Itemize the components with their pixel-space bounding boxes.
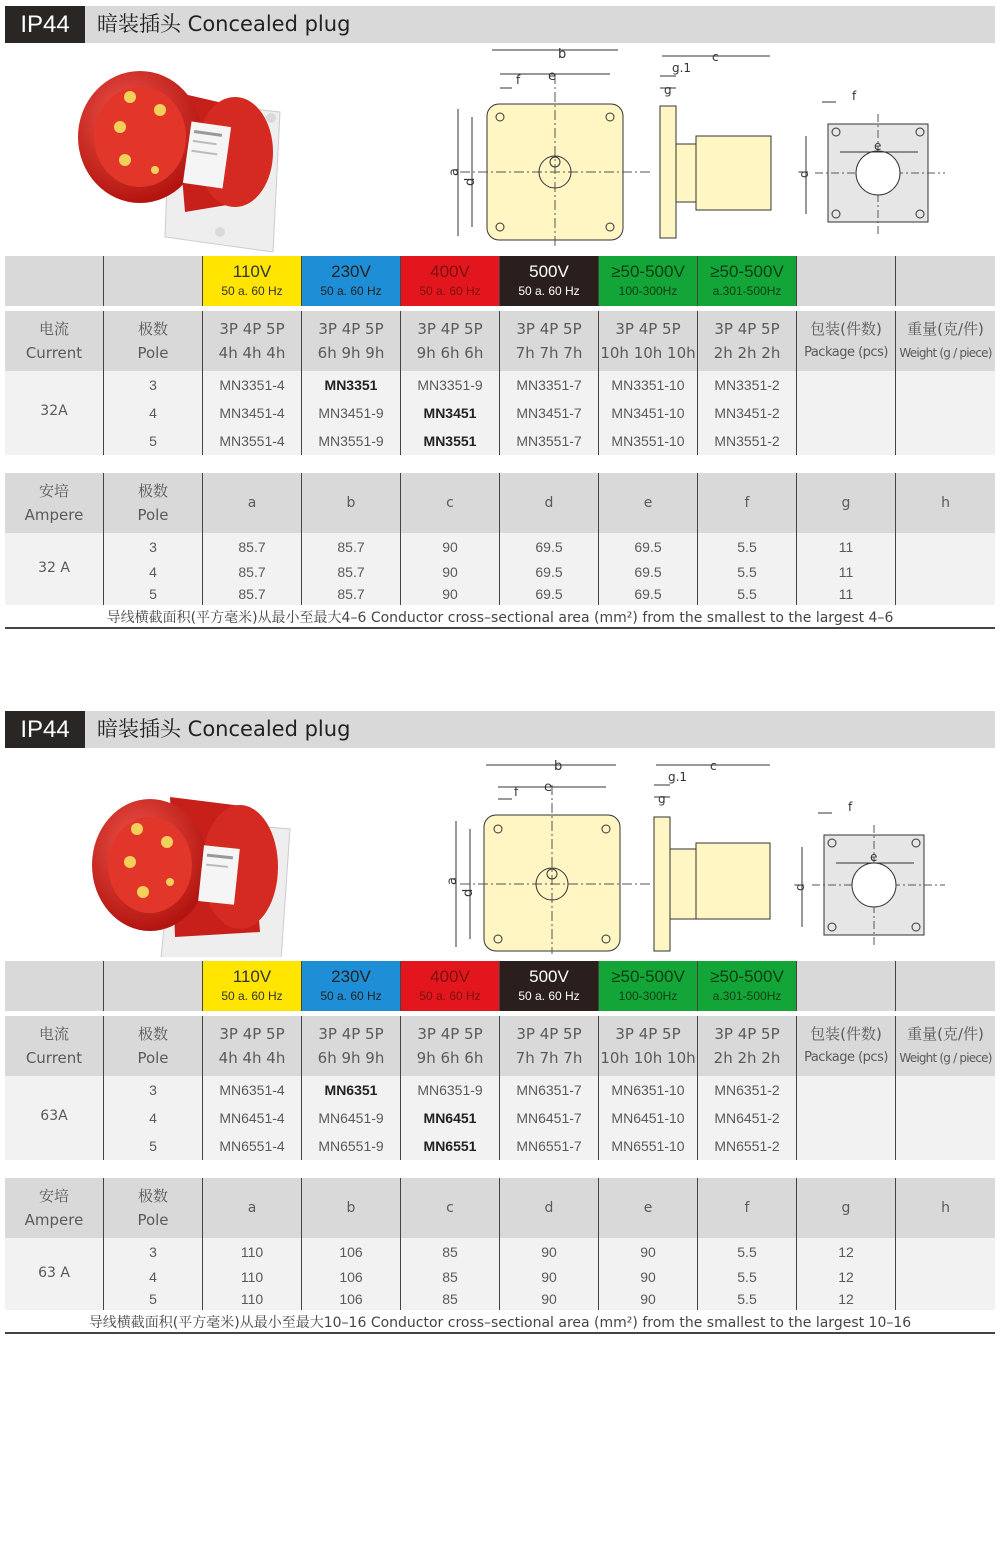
dim-label-g: g: [658, 792, 666, 806]
header-ampere: 安培 Ampere: [5, 473, 104, 533]
header-dim-b: b: [302, 473, 401, 533]
dimension-data-block: [5, 533, 995, 605]
dim-label-g: g: [664, 83, 672, 97]
header-group: 3P 4P 5P 7h 7h 7h: [500, 1016, 599, 1076]
dim-label-f: f: [516, 73, 521, 87]
ampere-value: 32A: [5, 371, 104, 455]
model-header-row: [5, 1016, 995, 1076]
header-group: 3P 4P 5P 9h 6h 6h: [401, 311, 500, 371]
section-divider: [5, 1332, 995, 1334]
dim-f-column: 5.5 5.5 5.5: [698, 533, 797, 605]
dim-h-column: [896, 1238, 995, 1310]
section-header: [5, 6, 995, 43]
header-dim-a: a: [203, 473, 302, 533]
dim-label-c: c: [712, 50, 719, 64]
header-dim-f: f: [698, 473, 797, 533]
voltage-50-500v-high: ≥50-500V a.301-500Hz: [698, 961, 797, 1011]
conductor-note: 导线横截面积(平方毫米)从最小至最大10–16 Conductor cross–sectional area (mm²) from the smallest to the largest 10–16: [88, 1315, 912, 1331]
voltage-400v: 400V 50 a. 60 Hz: [401, 256, 500, 306]
dim-pole-column: 3 4 5: [104, 533, 203, 605]
dim-label-f: f: [514, 785, 519, 799]
dim-c-column: 85 85 85: [401, 1238, 500, 1310]
package-column: [797, 371, 896, 455]
header-package: 包装(件数) Package (pcs): [797, 311, 896, 371]
voltage-50-500v-high: ≥50-500V a.301-500Hz: [698, 256, 797, 306]
section-title: 暗装插头 Concealed plug: [97, 12, 351, 36]
plug-photo: [75, 757, 295, 957]
model-column: MN6351-10 MN6451-10 MN6551-10: [599, 1076, 698, 1160]
dim-label-b: b: [558, 47, 567, 62]
dim-label-d: d: [463, 177, 478, 186]
header-group: 3P 4P 5P 6h 9h 9h: [302, 1016, 401, 1076]
dim-label-d-cutout: d: [797, 170, 811, 178]
header-group: 3P 4P 5P 9h 6h 6h: [401, 1016, 500, 1076]
dimension-drawing: [440, 749, 1000, 955]
package-column: [797, 1076, 896, 1160]
dim-label-a: a: [445, 877, 460, 885]
blank-cell: [896, 961, 995, 1011]
header-dim-a: a: [203, 1178, 302, 1238]
voltage-header-row: [5, 256, 995, 306]
header-dim-g: g: [797, 1178, 896, 1238]
blank-cell: [797, 961, 896, 1011]
dim-e-column: 69.5 69.5 69.5: [599, 533, 698, 605]
blank-cell: [797, 256, 896, 306]
header-dim-c: c: [401, 1178, 500, 1238]
voltage-500v: 500V 50 a. 60 Hz: [500, 256, 599, 306]
dim-b-column: 106 106 106: [302, 1238, 401, 1310]
dim-a-column: 110 110 110: [203, 1238, 302, 1310]
dim-label-c: c: [710, 759, 717, 773]
dim-label-e: e: [548, 69, 556, 84]
ampere-value: 63A: [5, 1076, 104, 1160]
voltage-230v: 230V 50 a. 60 Hz: [302, 961, 401, 1011]
header-package: 包装(件数) Package (pcs): [797, 1016, 896, 1076]
pole-column: 3 4 5: [104, 1076, 203, 1160]
dim-label-e: e: [544, 780, 552, 795]
dim-c-column: 90 90 90: [401, 533, 500, 605]
model-column: MN6351-7 MN6451-7 MN6551-7: [500, 1076, 599, 1160]
model-column: MN3351-7 MN3451-7 MN3551-7: [500, 371, 599, 455]
header-group: 3P 4P 5P 4h 4h 4h: [203, 311, 302, 371]
model-header-row: [5, 311, 995, 371]
header-dim-e: e: [599, 1178, 698, 1238]
blank-cell: [896, 256, 995, 306]
dim-d-column: 69.5 69.5 69.5: [500, 533, 599, 605]
header-ampere: 安培 Ampere: [5, 1178, 104, 1238]
dimension-drawing: [440, 44, 1000, 250]
dimension-header-row: [5, 1178, 995, 1238]
header-group: 3P 4P 5P 4h 4h 4h: [203, 1016, 302, 1076]
header-dim-h: h: [941, 1200, 950, 1216]
voltage-50-500v-low: ≥50-500V 100-300Hz: [599, 256, 698, 306]
dim-ampere-value: 63 A: [5, 1238, 104, 1310]
header-dim-d: d: [500, 1178, 599, 1238]
voltage-50-500v-low: ≥50-500V 100-300Hz: [599, 961, 698, 1011]
section-title: 暗装插头 Concealed plug: [97, 717, 351, 741]
voltage-110v: 110V 50 a. 60 Hz: [203, 961, 302, 1011]
voltage-400v: 400V 50 a. 60 Hz: [401, 961, 500, 1011]
model-data-block: [5, 371, 995, 455]
header-group: 3P 4P 5P 7h 7h 7h: [500, 311, 599, 371]
model-column: MN6351-2 MN6451-2 MN6551-2: [698, 1076, 797, 1160]
header-pole: 极数 Pole: [104, 311, 203, 371]
conductor-note: 导线横截面积(平方毫米)从最小至最大4–6 Conductor cross–sectional area (mm²) from the smallest to the largest 4–6: [106, 610, 894, 626]
model-column: MN6351 MN6451-9 MN6551-9: [302, 1076, 401, 1160]
dim-e-column: 90 90 90: [599, 1238, 698, 1310]
weight-column: [896, 371, 995, 455]
dim-label-g1: g.1: [668, 770, 688, 784]
dim-label-g1: g.1: [672, 61, 692, 75]
dim-label-e-cutout: e: [870, 850, 878, 864]
dim-label-f-cutout: f: [848, 800, 853, 814]
model-column: MN3351 MN3451-9 MN3551-9: [302, 371, 401, 455]
header-pole: 极数 Pole: [104, 1016, 203, 1076]
dim-pole-column: 3 4 5: [104, 1238, 203, 1310]
dim-a-column: 85.7 85.7 85.7: [203, 533, 302, 605]
pole-column: 3 4 5: [104, 371, 203, 455]
header-pole: 极数 Pole: [104, 473, 203, 533]
model-column: MN6351-4 MN6451-4 MN6551-4: [203, 1076, 302, 1160]
dim-g-column: 11 11 11: [797, 533, 896, 605]
dimension-header-row: [5, 473, 995, 533]
voltage-500v: 500V 50 a. 60 Hz: [500, 961, 599, 1011]
ip-rating-badge: IP44: [5, 6, 85, 43]
dim-ampere-value: 32 A: [5, 533, 104, 605]
header-dim-b: b: [302, 1178, 401, 1238]
header-dim-h: h: [941, 495, 950, 511]
plug-photo: [75, 52, 295, 252]
dim-label-e-cutout: e: [874, 139, 882, 153]
model-data-block: [5, 1076, 995, 1160]
header-dim-g: g: [797, 473, 896, 533]
header-group: 3P 4P 5P 10h 10h 10h: [599, 1016, 698, 1076]
model-column: MN3351-2 MN3451-2 MN3551-2: [698, 371, 797, 455]
voltage-header-row: [5, 961, 995, 1011]
dim-d-column: 90 90 90: [500, 1238, 599, 1310]
section-divider: [5, 627, 995, 629]
dim-label-b: b: [554, 759, 563, 774]
dimension-data-block: [5, 1238, 995, 1310]
voltage-110v: 110V 50 a. 60 Hz: [203, 256, 302, 306]
header-current: 电流 Current: [5, 311, 104, 371]
dim-label-d: d: [461, 888, 476, 897]
weight-column: [896, 1076, 995, 1160]
model-column: MN3351-9 MN3451 MN3551: [401, 371, 500, 455]
dim-g-column: 12 12 12: [797, 1238, 896, 1310]
dim-label-a: a: [447, 168, 462, 176]
header-group: 3P 4P 5P 2h 2h 2h: [698, 311, 797, 371]
header-pole: 极数 Pole: [104, 1178, 203, 1238]
dim-h-column: [896, 533, 995, 605]
header-weight: 重量(克/件) Weight (g / piece): [899, 320, 992, 360]
blank-cell: [104, 256, 203, 306]
header-weight: 重量(克/件) Weight (g / piece): [899, 1025, 992, 1065]
ip-rating-badge: IP44: [5, 711, 85, 748]
blank-cell: [104, 961, 203, 1011]
dim-label-f-cutout: f: [852, 89, 857, 103]
dim-f-column: 5.5 5.5 5.5: [698, 1238, 797, 1310]
header-group: 3P 4P 5P 6h 9h 9h: [302, 311, 401, 371]
blank-cell: [5, 256, 104, 306]
model-column: MN3351-10 MN3451-10 MN3551-10: [599, 371, 698, 455]
voltage-230v: 230V 50 a. 60 Hz: [302, 256, 401, 306]
header-dim-d: d: [500, 473, 599, 533]
blank-cell: [5, 961, 104, 1011]
dim-b-column: 85.7 85.7 85.7: [302, 533, 401, 605]
model-column: MN3351-4 MN3451-4 MN3551-4: [203, 371, 302, 455]
header-dim-f: f: [698, 1178, 797, 1238]
header-group: 3P 4P 5P 2h 2h 2h: [698, 1016, 797, 1076]
dim-label-d-cutout: d: [793, 883, 807, 891]
section-header: [5, 711, 995, 748]
header-group: 3P 4P 5P 10h 10h 10h: [599, 311, 698, 371]
model-column: MN6351-9 MN6451 MN6551: [401, 1076, 500, 1160]
header-dim-e: e: [599, 473, 698, 533]
header-current: 电流 Current: [5, 1016, 104, 1076]
header-dim-c: c: [401, 473, 500, 533]
